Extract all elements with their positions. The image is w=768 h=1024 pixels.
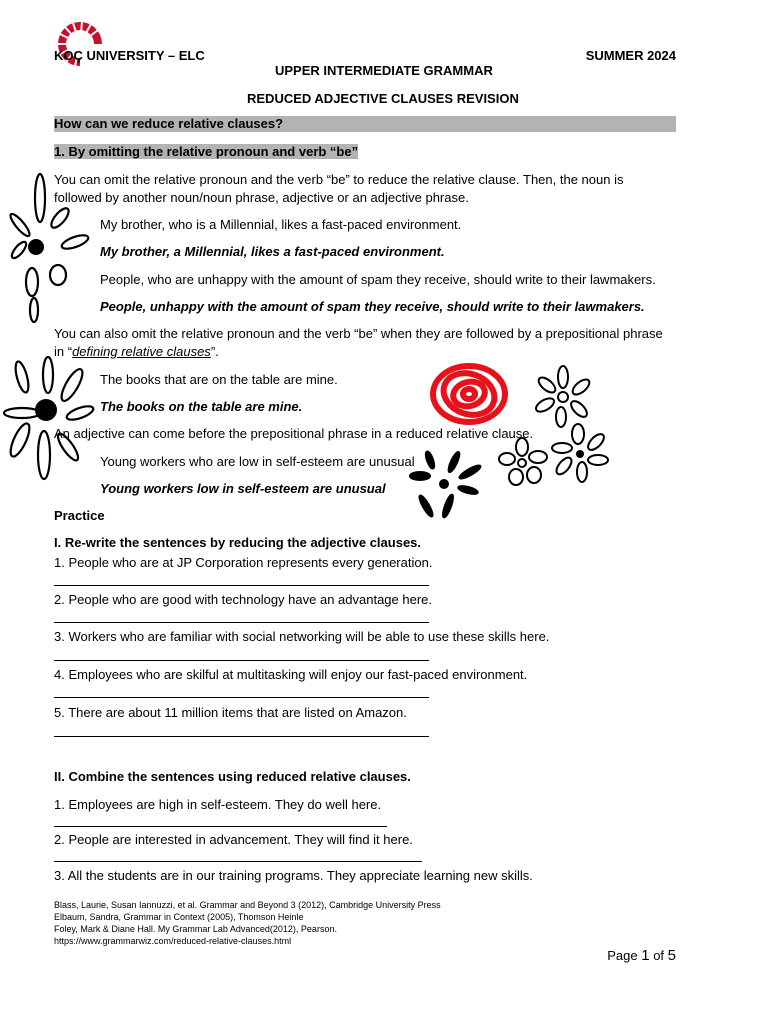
page-current: 1 [641,947,650,964]
exercise-item: 1. People who are at JP Corporation represents every generation. [54,555,433,570]
exercise-item: 4. Employees who are skilful at multitasking will enjoy our fast-paced environment. [54,667,528,682]
page-of: of [653,948,665,963]
exercise-item: 5. There are about 11 million items that are listed on Amazon. [54,705,407,720]
flower-doodle [408,446,488,524]
reduced-example: Young workers low in self-esteem are unusual [100,481,386,496]
reference: Blass, Laurie, Susan Iannuzzi, et al. Grammar and Beyond 3 (2012), Cambridge University Press [54,900,441,910]
answer-line[interactable] [54,826,387,827]
exercise-item: 2. People are interested in advancement. They will find it here. [54,832,413,847]
defining-relative-clauses-link[interactable]: defining relative clauses [72,344,211,359]
section1-heading: 1. By omitting the relative pronoun and verb “be” [54,144,359,159]
reduced-example: My brother, a Millennial, likes a fast-paced environment. [100,244,445,259]
document-title: REDUCED ADJECTIVE CLAUSES REVISION [247,91,519,106]
answer-line[interactable] [54,861,422,862]
flower-doodle [535,365,595,429]
reference: Foley, Mark & Diane Hall. My Grammar Lab Advanced(2012), Pearson. [54,924,337,934]
part2-heading: II. Combine the sentences using reduced relative clauses. [54,769,411,784]
part1-heading: I. Re-write the sentences by reducing the adjective clauses. [54,535,422,550]
answer-line[interactable] [54,660,429,661]
exercise-item: 1. Employees are high in self-esteem. They do well here. [54,797,382,812]
answer-line[interactable] [54,736,429,737]
answer-line[interactable] [54,697,429,698]
example-sentence: Young workers who are low in self-esteem are unusual [100,454,415,469]
exercise-item: 3. Workers who are familiar with social networking will be able to use these skills here. [54,629,550,644]
example-sentence: My brother, who is a Millennial, likes a fast-paced environment. [100,217,462,232]
flower-doodle [0,355,100,485]
flower-doodle [498,437,550,487]
page-word: Page [607,948,638,963]
section-question: How can we reduce relative clauses? [54,116,676,132]
answer-line[interactable] [54,585,429,586]
page-total: 5 [667,947,676,964]
page-number [607,947,676,964]
reference-link[interactable]: https://www.grammarwiz.com/reduced-relative-clauses.html [54,936,292,946]
paragraph-line: An adjective can come before the prepositional phrase in a reduced relative clause. [54,426,534,441]
practice-label: Practice [54,508,105,523]
course-title: UPPER INTERMEDIATE GRAMMAR [275,63,493,78]
reduced-example: The books on the table are mine. [100,399,303,414]
red-scribble-doodle [425,358,515,430]
term: SUMMER 2024 [585,48,676,63]
paragraph-text: in “ [54,344,73,359]
example-sentence: People, who are unhappy with the amount of spam they receive, should write to their lawmakers. [100,272,656,287]
paragraph-line: You can omit the relative pronoun and the verb “be” to reduce the relative clause. Then, the noun is [54,172,624,187]
paragraph-line: You can also omit the relative pronoun and the verb “be” when they are followed by a prepositional phrase [54,326,663,341]
example-sentence: The books that are on the table are mine. [100,372,338,387]
paragraph-text: ”. [210,344,219,359]
university-name: KOÇ UNIVERSITY – ELC [54,48,205,63]
exercise-item: 3. All the students are in our training programs. They appreciate learning new skills. [54,868,533,883]
answer-line[interactable] [54,622,429,623]
exercise-item: 2. People who are good with technology have an advantage here. [54,592,432,607]
reduced-example: People, unhappy with the amount of spam they receive, should write to their lawmakers. [100,299,645,314]
flower-doodle [552,422,610,484]
flower-doodle [5,170,95,320]
reference: Elbaum, Sandra, Grammar in Context (2005), Thomson Heinle [54,912,304,922]
paragraph-line: followed by another noun/noun phrase, adjective or an adjective phrase. [54,190,469,205]
